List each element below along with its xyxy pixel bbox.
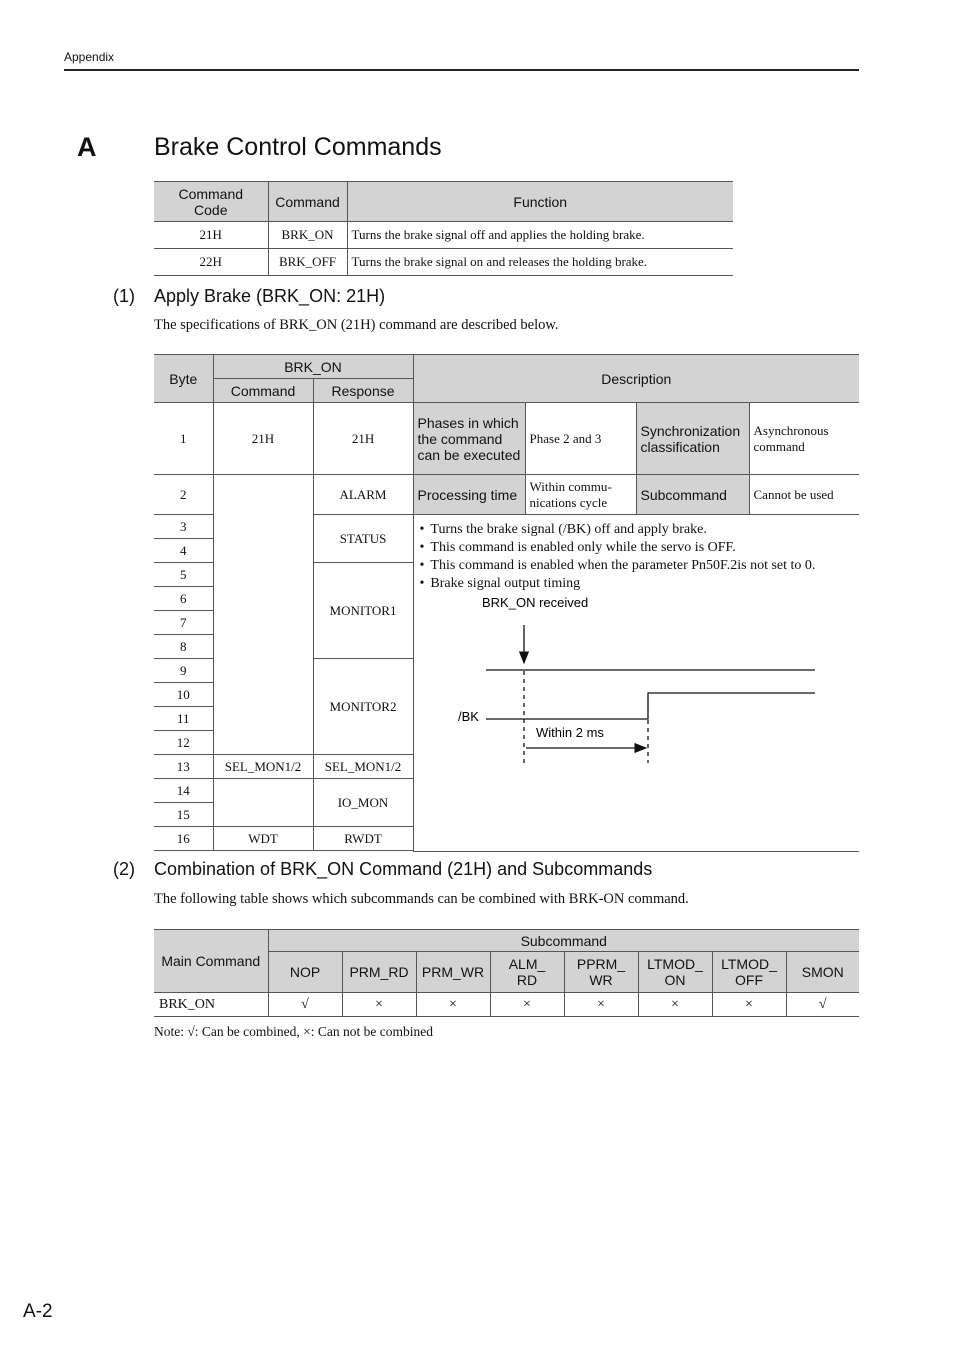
header-smon: SMON — [786, 952, 859, 993]
brk-on-spec-table — [154, 354, 859, 851]
command-cell: BRK_ON — [268, 222, 347, 249]
byte-cell: 3 — [154, 515, 213, 539]
combo-cell: × — [490, 993, 564, 1017]
monitor1-cell: MONITOR1 — [313, 563, 413, 659]
sel-mon-command-cell: SEL_MON1/2 — [213, 755, 313, 779]
header-prm-wr: PRM_WR — [416, 952, 490, 993]
command-cell: BRK_OFF — [268, 249, 347, 276]
combo-cell: √ — [786, 993, 859, 1017]
table-row — [154, 222, 733, 249]
response-cell: ALARM — [313, 475, 413, 515]
combo-cell: × — [416, 993, 490, 1017]
table-note: Note: √: Can be combined, ×: Can not be combined — [154, 1024, 433, 1039]
header-rule — [64, 69, 859, 71]
table-row — [154, 993, 859, 1017]
header-prm-rd: PRM_RD — [342, 952, 416, 993]
section-letter: A — [77, 132, 97, 162]
header-subcommand: Subcommand — [268, 930, 859, 952]
header-response: Response — [313, 379, 413, 403]
byte-cell: 13 — [154, 755, 213, 779]
sel-mon-response-cell: SEL_MON1/2 — [313, 755, 413, 779]
combo-cell: × — [564, 993, 638, 1017]
function-cell: Turns the brake signal off and applies the holding brake. — [347, 222, 733, 249]
description-bottom-rule — [413, 851, 859, 852]
command-empty-cell — [213, 779, 313, 827]
processing-label: Processing time — [413, 475, 525, 515]
table-row — [154, 403, 859, 475]
description-cell — [413, 515, 859, 851]
combo-cell: √ — [268, 993, 342, 1017]
subsection-1-title: Apply Brake (BRK_ON: 21H) — [154, 286, 386, 306]
combo-cell: × — [712, 993, 786, 1017]
combo-cell: × — [638, 993, 712, 1017]
subcommand-value: Cannot be used — [749, 475, 859, 515]
bk-label: /BK — [457, 709, 479, 724]
header-command: Command — [268, 182, 347, 222]
description-bullets — [414, 515, 860, 593]
header-brk-on: BRK_ON — [213, 355, 413, 379]
command-code-cell: 21H — [154, 222, 268, 249]
subsection-2-title: Combination of BRK_ON Command (21H) and Subcommands — [154, 859, 653, 879]
bullet-item: • This command is enabled only while the servo is OFF. — [420, 539, 860, 557]
byte-cell: 12 — [154, 731, 213, 755]
response-cell: 21H — [313, 403, 413, 475]
byte-cell: 14 — [154, 779, 213, 803]
byte-cell: 9 — [154, 659, 213, 683]
byte-cell: 5 — [154, 563, 213, 587]
byte-cell: 6 — [154, 587, 213, 611]
processing-value: Within commu-nications cycle — [525, 475, 636, 515]
bullet-item: • This command is enabled when the parameter Pn50F.2is not set to 0. — [420, 557, 860, 575]
byte-cell: 4 — [154, 539, 213, 563]
running-header: Appendix — [64, 50, 115, 64]
header-command-code: Command Code — [154, 182, 268, 222]
sync-value: Asynchronous command — [749, 403, 859, 475]
rwdt-cell: RWDT — [313, 827, 413, 851]
byte-cell: 16 — [154, 827, 213, 851]
subsection-2-number: (2) — [113, 859, 135, 879]
header-pprm-wr: PPRM_ WR — [564, 952, 638, 993]
header-nop: NOP — [268, 952, 342, 993]
function-cell: Turns the brake signal on and releases the holding brake. — [347, 249, 733, 276]
main-command-cell: BRK_ON — [154, 993, 268, 1017]
monitor2-cell: MONITOR2 — [313, 659, 413, 755]
subsection-1-number: (1) — [113, 286, 135, 306]
header-byte: Byte — [154, 355, 213, 403]
header-main-command: Main Command — [154, 930, 268, 993]
bullet-item: • Brake signal output timing — [420, 575, 860, 593]
combo-cell: × — [342, 993, 416, 1017]
byte-cell: 15 — [154, 803, 213, 827]
brk-on-received-label: BRK_ON received — [481, 595, 588, 610]
sync-label: Synchronization classification — [636, 403, 749, 475]
command-code-cell: 22H — [154, 249, 268, 276]
status-cell: STATUS — [313, 515, 413, 563]
byte-cell: 8 — [154, 635, 213, 659]
io-mon-cell: IO_MON — [313, 779, 413, 827]
header-ltmod-on: LTMOD_ ON — [638, 952, 712, 993]
bullet-item: • Turns the brake signal (/BK) off and apply brake. — [420, 521, 860, 539]
brake-timing-diagram — [414, 591, 859, 851]
table-row — [154, 475, 859, 515]
section-title: Brake Control Commands — [154, 133, 442, 161]
byte-cell: 1 — [154, 403, 213, 475]
page-number: A-2 — [23, 1301, 53, 1322]
byte-cell: 10 — [154, 683, 213, 707]
phases-value: Phase 2 and 3 — [525, 403, 636, 475]
header-description: Description — [413, 355, 859, 403]
header-ltmod-off: LTMOD_ OFF — [712, 952, 786, 993]
subcommand-label: Subcommand — [636, 475, 749, 515]
subsection-1-paragraph: The specifications of BRK_ON (21H) command are described below. — [154, 317, 559, 333]
subcommand-combination-table — [154, 929, 859, 1017]
bk-signal-line — [486, 693, 815, 719]
byte-cell: 2 — [154, 475, 213, 515]
phases-label: Phases in which the command can be executed — [413, 403, 525, 475]
command-empty-cell — [213, 475, 313, 755]
header-alm-rd: ALM_ RD — [490, 952, 564, 993]
command-cell: 21H — [213, 403, 313, 475]
subsection-2-paragraph: The following table shows which subcommands can be combined with BRK-ON command. — [154, 891, 689, 907]
table-row — [154, 249, 733, 276]
within-2ms-label: Within 2 ms — [535, 725, 604, 740]
byte-cell: 11 — [154, 707, 213, 731]
header-function: Function — [347, 182, 733, 222]
byte-cell: 7 — [154, 611, 213, 635]
wdt-cell: WDT — [213, 827, 313, 851]
header-command: Command — [213, 379, 313, 403]
commands-table — [154, 181, 733, 276]
